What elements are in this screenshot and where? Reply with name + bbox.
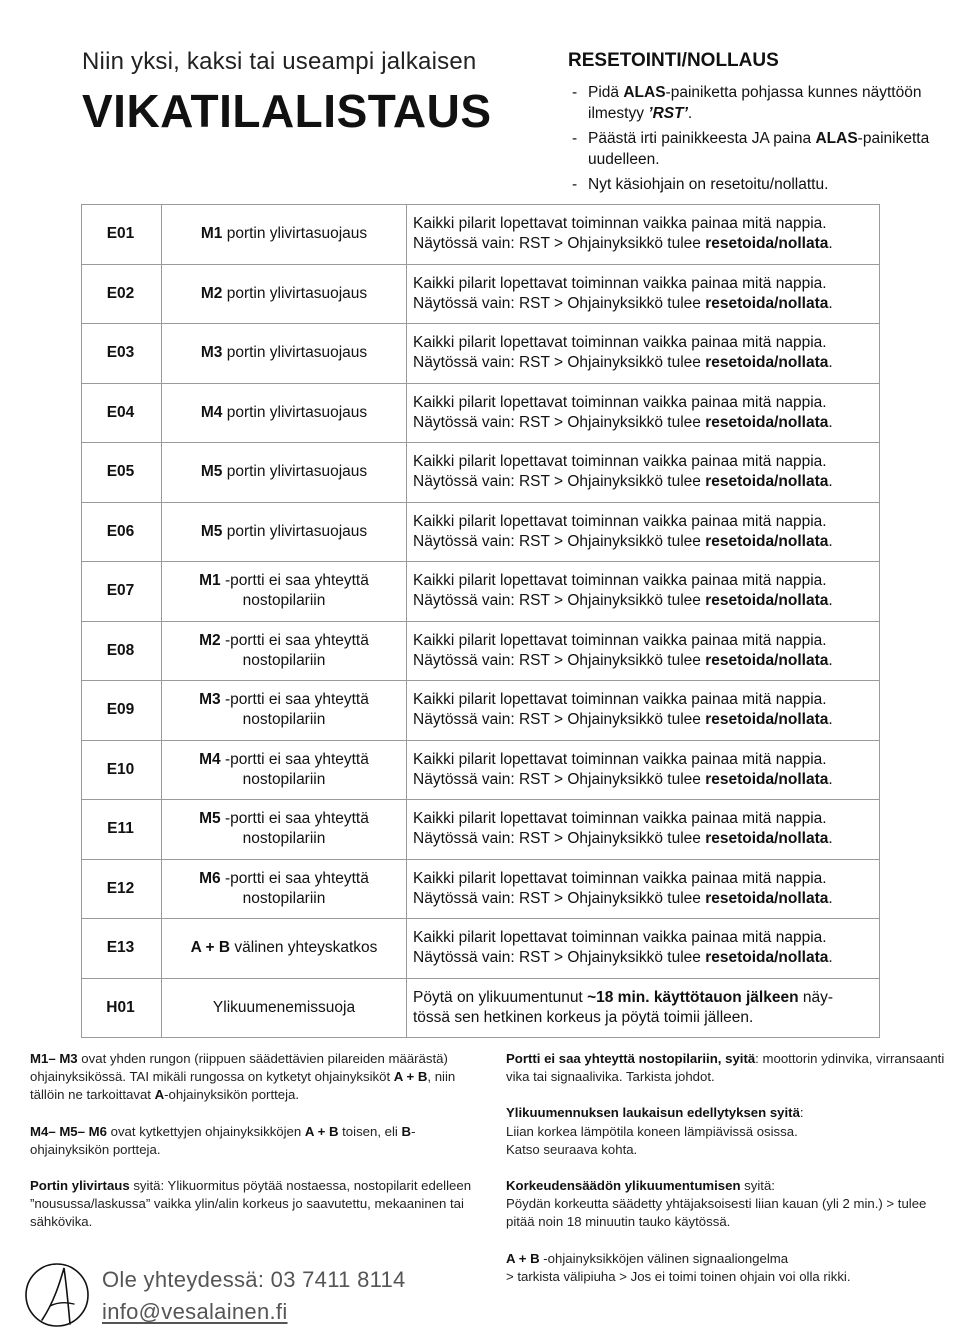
table-row: [82, 621, 880, 681]
fault-description: Pöytä on ylikuumentunut ~18 min. käyttötauon jälkeen näy- tössä sen hetkinen korkeus ja pöytä toimii jälleen.: [407, 978, 880, 1038]
table-row: [82, 681, 880, 741]
table-row: [82, 443, 880, 503]
note-overheat-trigger: Ylikuumennuksen laukaisun edellytyksen syitä: Liian korkea lämpötila koneen lämpiävissä osissa. Katso seuraava kohta.: [506, 1105, 804, 1157]
table-row: [82, 800, 880, 860]
fault-description: Kaikki pilarit lopettavat toiminnan vaikka painaa mitä nappia. Näytössä vain: RST > Ohjainyksikkö tulee resetoida/nollata.: [407, 502, 880, 562]
table-row: [82, 324, 880, 384]
fault-code: E03: [82, 324, 162, 384]
fault-code: E11: [82, 800, 162, 860]
table-row: [82, 264, 880, 324]
table-row: [82, 919, 880, 979]
page-title: VIKATILALISTAUS: [82, 85, 492, 137]
fault-name: M2 portin ylivirtasuojaus: [162, 264, 407, 324]
fault-description: Kaikki pilarit lopettavat toiminnan vaikka painaa mitä nappia. Näytössä vain: RST > Ohjainyksikkö tulee resetoida/nollata.: [407, 383, 880, 443]
fault-name: M4 -portti ei saa yhteyttä nostopilariin: [162, 740, 407, 800]
signature-logo-icon: [24, 1262, 90, 1328]
fault-description: Kaikki pilarit lopettavat toiminnan vaikka painaa mitä nappia. Näytössä vain: RST > Ohjainyksikkö tulee resetoida/nollata.: [407, 621, 880, 681]
fault-code: E13: [82, 919, 162, 979]
fault-name: M2 -portti ei saa yhteyttä nostopilariin: [162, 621, 407, 681]
page-subtitle: Niin yksi, kaksi tai useampi jalkaisen: [82, 48, 477, 75]
note-port-overcurrent: Portin ylivirtaus syitä: Ylikuormitus pöytää nostaessa, nostopilarit edelleen ”nousussa/laskussa” vaikka ylin/alin korkeus jo saavutettu, mekaaninen tai sähkövika.: [30, 1178, 472, 1230]
fault-name: M5 portin ylivirtasuojaus: [162, 502, 407, 562]
fault-code: E01: [82, 205, 162, 265]
reset-title: RESETOINTI/NOLLAUS: [568, 50, 779, 71]
fault-description: Kaikki pilarit lopettavat toiminnan vaikka painaa mitä nappia. Näytössä vain: RST > Ohjainyksikkö tulee resetoida/nollata.: [407, 800, 880, 860]
fault-name: M3 portin ylivirtasuojaus: [162, 324, 407, 384]
fault-name: M1 portin ylivirtasuojaus: [162, 205, 407, 265]
note-ab-signal: A + B -ohjainyksikköjen välinen signaaliongelma > tarkista välipiuha > Jos ei toimi toinen ohjain voi olla rikki.: [506, 1250, 851, 1284]
fault-description: Kaikki pilarit lopettavat toiminnan vaikka painaa mitä nappia. Näytössä vain: RST > Ohjainyksikkö tulee resetoida/nollata.: [407, 681, 880, 741]
bullet-dash-icon: -: [572, 130, 578, 147]
fault-name: M3 -portti ei saa yhteyttä nostopilariin: [162, 681, 407, 741]
notes-right: [506, 1050, 946, 1304]
note-no-connection: Portti ei saa yhteyttä nostopilariin, syitä: moottorin ydinvika, virransaanti vika tai signaalivika. Tarkista johdot.: [506, 1051, 945, 1085]
fault-description: Kaikki pilarit lopettavat toiminnan vaikka painaa mitä nappia. Näytössä vain: RST > Ohjainyksikkö tulee resetoida/nollata.: [407, 264, 880, 324]
reset-steps: [568, 82, 948, 195]
table-row: [82, 562, 880, 622]
fault-code: E12: [82, 859, 162, 919]
table-row: [82, 383, 880, 443]
note-m1-m3: M1– M3 ovat yhden rungon (riippuen säädettävien pilareiden määrästä) ohjainyksikössä. TAI mikäli rungossa on kytketyt ohjainyksiköt A + B, niin tällöin ne tarkoittavat A-ohjainyksikön portteja.: [30, 1051, 456, 1103]
fault-name: A + B välinen yhteyskatkos: [162, 919, 407, 979]
fault-table: [81, 204, 880, 1038]
fault-code: E04: [82, 383, 162, 443]
fault-code: E09: [82, 681, 162, 741]
fault-description: Kaikki pilarit lopettavat toiminnan vaikka painaa mitä nappia. Näytössä vain: RST > Ohjainyksikkö tulee resetoida/nollata.: [407, 443, 880, 503]
bullet-dash-icon: -: [572, 176, 578, 193]
fault-description: Kaikki pilarit lopettavat toiminnan vaikka painaa mitä nappia. Näytössä vain: RST > Ohjainyksikkö tulee resetoida/nollata.: [407, 919, 880, 979]
fault-description: Kaikki pilarit lopettavat toiminnan vaikka painaa mitä nappia. Näytössä vain: RST > Ohjainyksikkö tulee resetoida/nollata.: [407, 324, 880, 384]
fault-description: Kaikki pilarit lopettavat toiminnan vaikka painaa mitä nappia. Näytössä vain: RST > Ohjainyksikkö tulee resetoida/nollata.: [407, 740, 880, 800]
fault-code: E02: [82, 264, 162, 324]
fault-name: M6 -portti ei saa yhteyttä nostopilariin: [162, 859, 407, 919]
reset-instructions: [568, 50, 948, 199]
fault-name: Ylikuumenemissuoja: [162, 978, 407, 1038]
fault-name: M1 -portti ei saa yhteyttä nostopilariin: [162, 562, 407, 622]
note-height-overheat: Korkeudensäädön ylikuumentumisen syitä: Pöydän korkeutta säädetty yhtäjaksoisesti liian kauan (yli 2 min.) > tulee pitää noin 18 minuutin tauko käytössä.: [506, 1178, 927, 1230]
fault-code: E07: [82, 562, 162, 622]
email-link[interactable]: info@vesalainen.fi: [102, 1299, 288, 1324]
fault-code: E08: [82, 621, 162, 681]
phone-label: Ole yhteydessä: 03 7411 8114: [102, 1267, 406, 1292]
fault-description: Kaikki pilarit lopettavat toiminnan vaikka painaa mitä nappia. Näytössä vain: RST > Ohjainyksikkö tulee resetoida/nollata.: [407, 859, 880, 919]
contact-block: [102, 1264, 406, 1328]
bullet-dash-icon: -: [572, 84, 578, 101]
reset-step-3: - Nyt käsiohjain on resetoitu/nollattu.: [572, 176, 829, 193]
fault-description: Kaikki pilarit lopettavat toiminnan vaikka painaa mitä nappia. Näytössä vain: RST > Ohjainyksikkö tulee resetoida/nollata.: [407, 205, 880, 265]
reset-step-1: - Pidä ALAS-painiketta pohjassa kunnes näyttöön ilmestyy ’RST’.: [572, 84, 922, 122]
table-row: [82, 740, 880, 800]
fault-code: E06: [82, 502, 162, 562]
fault-name: M5 -portti ei saa yhteyttä nostopilariin: [162, 800, 407, 860]
table-row: [82, 205, 880, 265]
table-row: [82, 859, 880, 919]
fault-code: E05: [82, 443, 162, 503]
fault-code: E10: [82, 740, 162, 800]
fault-name: M5 portin ylivirtasuojaus: [162, 443, 407, 503]
fault-description: Kaikki pilarit lopettavat toiminnan vaikka painaa mitä nappia. Näytössä vain: RST > Ohjainyksikkö tulee resetoida/nollata.: [407, 562, 880, 622]
table-row: [82, 978, 880, 1038]
fault-code: H01: [82, 978, 162, 1038]
notes-left: [30, 1050, 490, 1250]
reset-step-2: - Päästä irti painikkeesta JA paina ALAS-painiketta uudelleen.: [572, 130, 930, 168]
table-row: [82, 502, 880, 562]
note-m4-m6: M4– M5– M6 ovat kytkettyjen ohjainyksikköjen A + B toisen, eli B-ohjainyksikön portteja.: [30, 1123, 416, 1157]
fault-name: M4 portin ylivirtasuojaus: [162, 383, 407, 443]
